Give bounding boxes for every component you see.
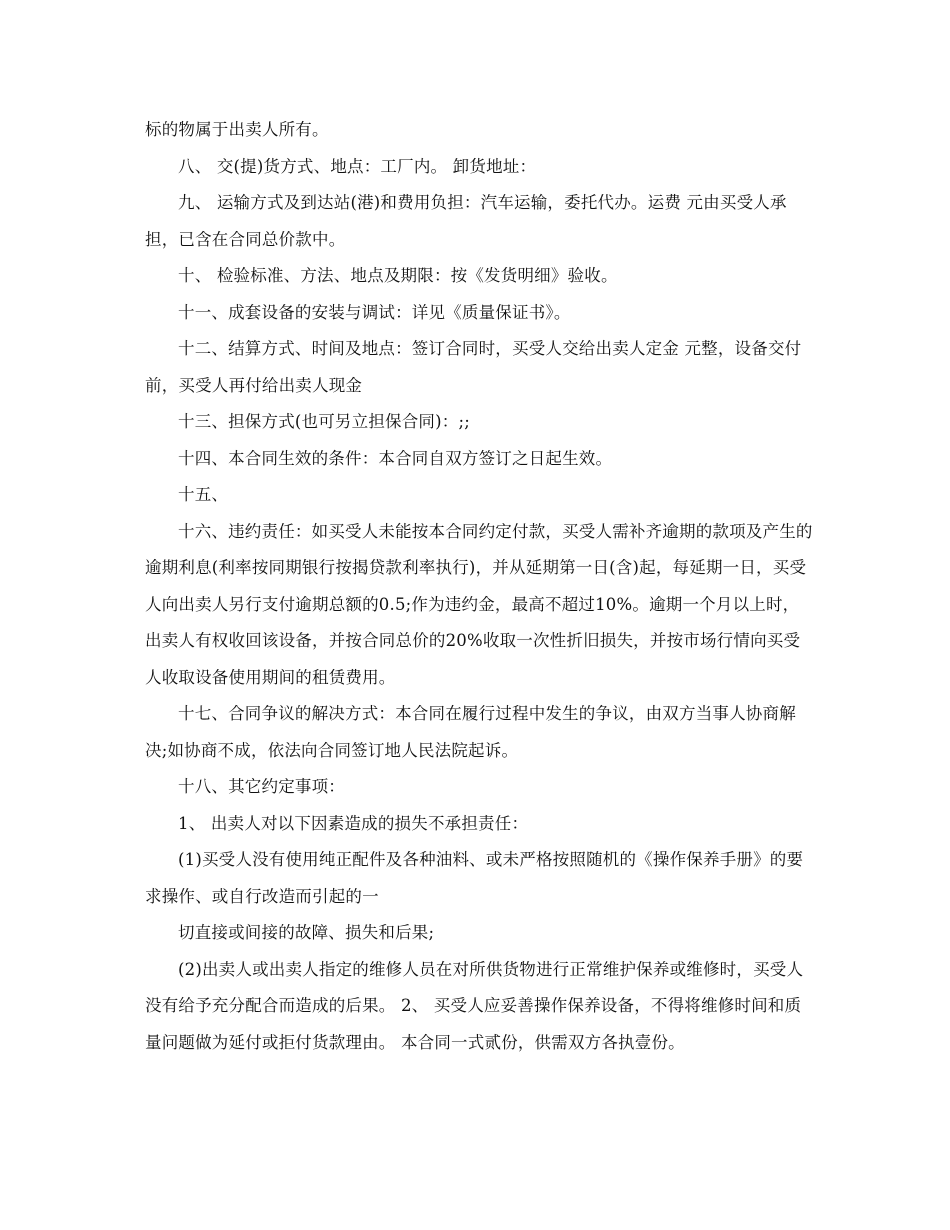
paragraph-clause-17-dispute: 十七、合同争议的解决方式：本合同在履行过程中发生的争议，由双方当事人协商解决;如协商不成，依法向合同签订地人民法院起诉。 xyxy=(145,704,796,760)
paragraph-item-1-sub-1-cont: 切直接或间接的故障、损失和后果; xyxy=(178,923,435,942)
paragraph-clause-16-liability: 十六、违约责任：如买受人未能按本合同约定付款，买受人需补齐逾期的款项及产生的逾期利息(利率按同期银行按揭贷款利率执行)，并从延期第一日(含)起，每延期一日，买受人向出卖人另行支付逾期总额的0.5;作为违约金，最高不超过10%。逾期一个月以上时，出卖人有权收回该设备，并按合同总价的20%收取一次性折旧损失，并按市场行情向买受人收取设备使用期间的租赁费用。 xyxy=(145,521,813,687)
paragraph-item-1: 1、 出卖人对以下因素造成的损失不承担责任： xyxy=(178,813,529,833)
paragraph-clause-15: 十五、 xyxy=(178,485,229,504)
paragraph-clause-11-installation: 十一、成套设备的安装与调试：详见《质量保证书》。 xyxy=(178,302,571,322)
paragraph-clause-8-delivery: 八、 交(提)货方式、地点：工厂内。 卸货地址： xyxy=(178,156,537,176)
paragraph-clause-10-inspection: 十、 检验标准、方法、地点及期限：按《发货明细》验收。 xyxy=(178,266,618,285)
paragraph-ownership: 标的物属于出卖人所有。 xyxy=(145,120,329,139)
paragraph-clause-12-settlement: 十二、结算方式、时间及地点：签订合同时，买受人交给出卖人定金 元整，设备交付前，买受人再付给出卖人现金 xyxy=(145,339,802,395)
paragraph-item-1-sub-1: (1)买受人没有使用纯正配件及各种油料、或未严格按照随机的《操作保养手册》的要求操作、或自行改造而引起的一 xyxy=(145,850,804,906)
paragraph-clause-14-effective: 十四、本合同生效的条件：本合同自双方签订之日起生效。 xyxy=(178,448,613,468)
paragraph-clause-9-transport: 九、 运输方式及到达站(港)和费用负担：汽车运输，委托代办。运费 元由买受人承担，已含在合同总价款中。 xyxy=(145,193,787,249)
paragraph-clause-13-guarantee: 十三、担保方式(也可另立担保合同)：;; xyxy=(178,412,470,431)
paragraph-clause-18-other: 十八、其它约定事项： xyxy=(178,777,345,796)
document-body xyxy=(145,112,813,1061)
paragraph-item-1-sub-2: (2)出卖人或出卖人指定的维修人员在对所供货物进行正常维护保养或维修时，买受人没有给予充分配合而造成的后果。 2、 买受人应妥善操作保养设备，不得将维修时间和质量问题做为延付或拒付货款理由。 本合同一式贰份，供需双方各执壹份。 xyxy=(145,959,804,1052)
